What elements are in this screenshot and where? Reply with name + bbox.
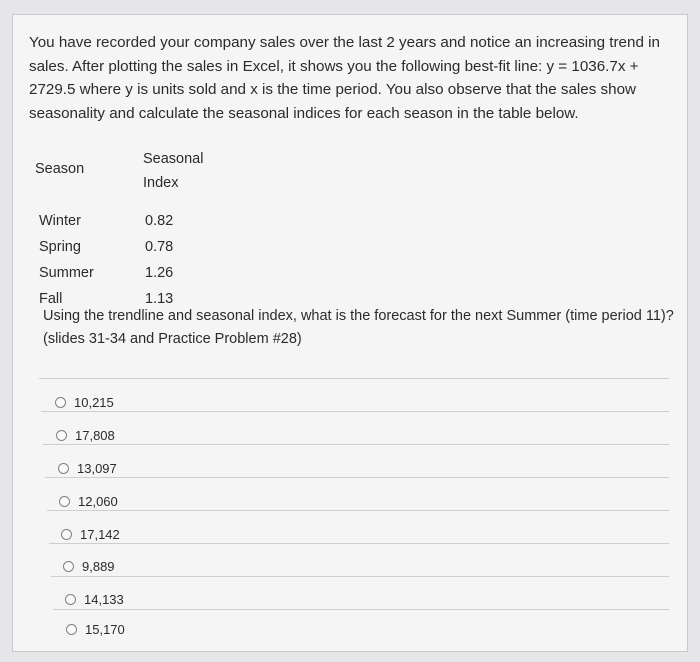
season-cell: Spring xyxy=(39,239,81,255)
answer-option-5[interactable] xyxy=(61,527,120,542)
answer-option-1[interactable] xyxy=(55,395,114,410)
answer-option-4[interactable] xyxy=(59,494,118,509)
index-cell: 1.26 xyxy=(145,265,174,281)
season-cell: Winter xyxy=(39,213,81,229)
season-cell: Fall xyxy=(39,291,63,307)
divider xyxy=(39,378,669,379)
question-text: You have recorded your company sales over the last 2 years and notice an increasing trend in sales. After plotting the sales in Excel, it shows you the following best-fit line: y = 1036.7x + 2729.5 where y is units sold and x is the time period. You also observe that the sales show seasonality and calculate the seasonal indices for each season in the table below. xyxy=(29,34,660,122)
divider xyxy=(41,411,669,412)
radio-icon[interactable] xyxy=(66,624,77,635)
radio-icon[interactable] xyxy=(58,463,69,474)
option-label: 9,889 xyxy=(82,559,115,574)
table-row xyxy=(35,213,235,239)
divider xyxy=(45,477,669,478)
header-seasonal-index xyxy=(143,147,223,195)
question-card xyxy=(12,14,688,652)
divider xyxy=(51,576,669,577)
index-cell: 1.13 xyxy=(145,291,174,307)
header-index-line2: Index xyxy=(143,175,179,191)
answer-option-3[interactable] xyxy=(58,461,117,476)
divider xyxy=(43,444,669,445)
divider xyxy=(53,609,669,610)
radio-icon[interactable] xyxy=(55,397,66,408)
season-cell: Summer xyxy=(39,265,94,281)
answer-option-7[interactable] xyxy=(65,592,124,607)
answer-option-2[interactable] xyxy=(56,428,115,443)
header-season: Season xyxy=(35,161,85,177)
index-cell: 0.82 xyxy=(145,213,174,229)
prompt-text xyxy=(43,305,683,351)
divider xyxy=(49,543,669,544)
option-label: 15,170 xyxy=(85,622,125,637)
index-cell: 0.78 xyxy=(145,239,174,255)
radio-icon[interactable] xyxy=(59,496,70,507)
option-label: 14,133 xyxy=(84,592,124,607)
prompt-line1: Using the trendline and seasonal index, what is the forecast for the next Summer (time period 11)? xyxy=(43,308,674,324)
option-label: 12,060 xyxy=(78,494,118,509)
radio-icon[interactable] xyxy=(63,561,74,572)
divider xyxy=(47,510,669,511)
header-index-line1: Seasonal xyxy=(143,151,204,167)
table-row xyxy=(35,265,235,291)
option-label: 17,808 xyxy=(75,428,115,443)
radio-icon[interactable] xyxy=(65,594,76,605)
option-label: 10,215 xyxy=(74,395,114,410)
answer-option-6[interactable] xyxy=(63,559,115,574)
radio-icon[interactable] xyxy=(61,529,72,540)
table-row xyxy=(35,239,235,265)
prompt-line2: (slides 31-34 and Practice Problem #28) xyxy=(43,331,302,347)
answer-option-8[interactable] xyxy=(66,622,125,637)
option-label: 13,097 xyxy=(77,461,117,476)
radio-icon[interactable] xyxy=(56,430,67,441)
option-label: 17,142 xyxy=(80,527,120,542)
